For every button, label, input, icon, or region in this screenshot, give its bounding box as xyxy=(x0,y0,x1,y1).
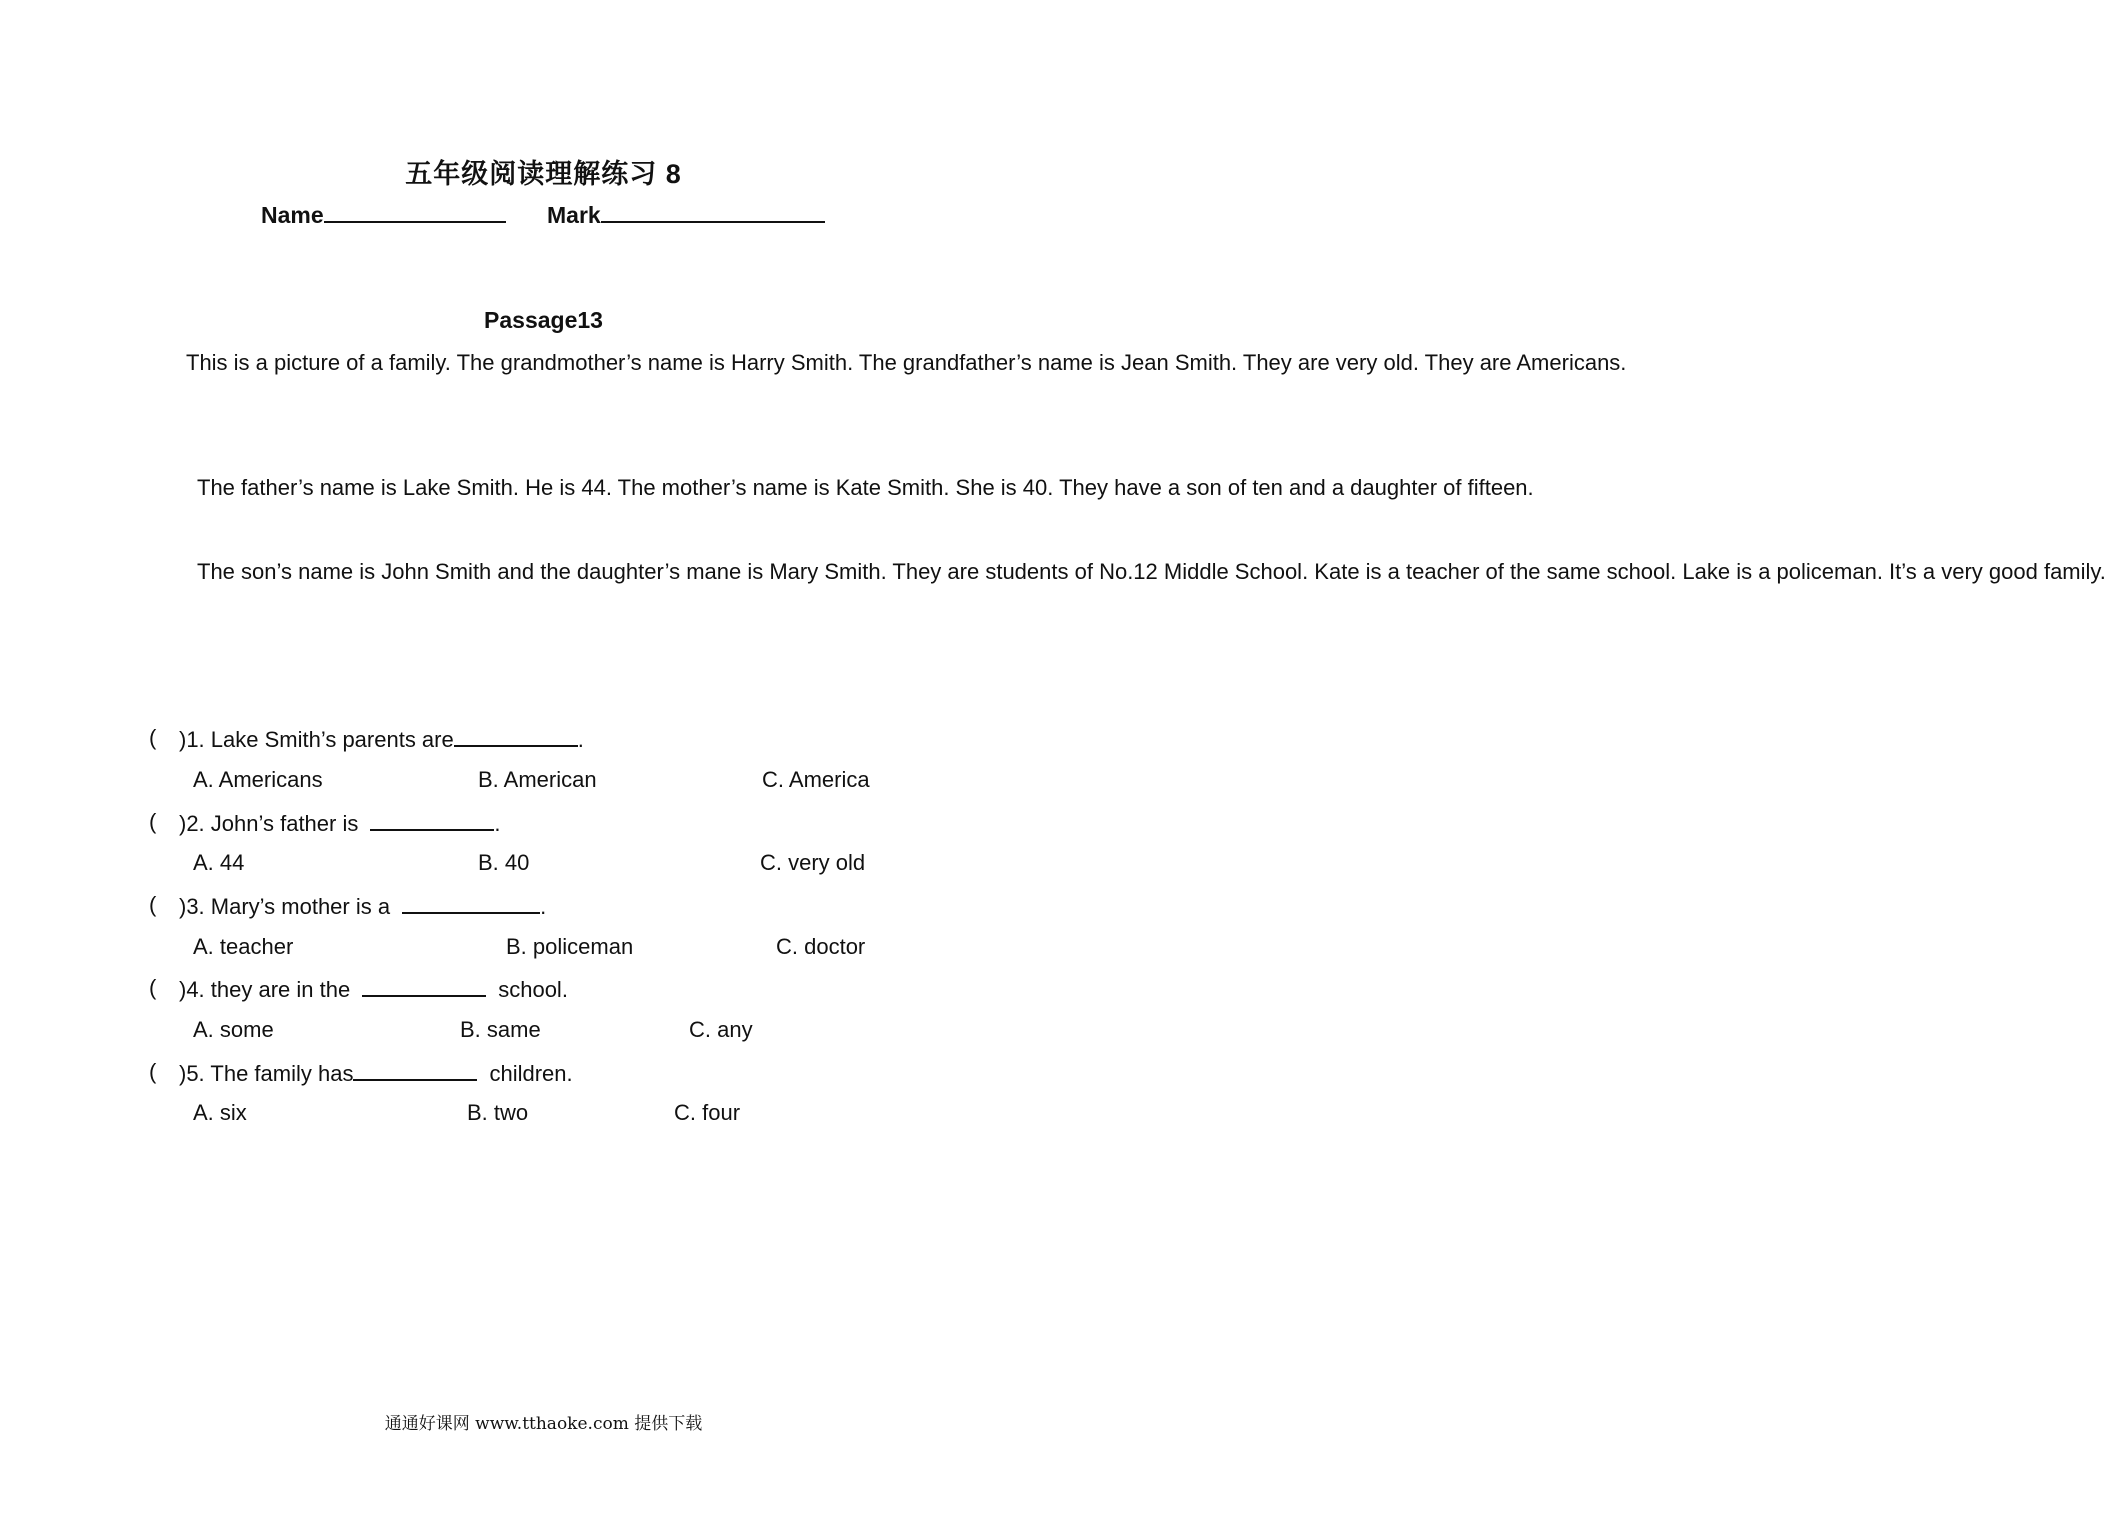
question-4-paren: ( xyxy=(149,975,157,1000)
question-1-paren: ( xyxy=(149,725,157,750)
question-5-blank xyxy=(353,1059,477,1081)
passage-paragraph-1: This is a picture of a family. The grandmother’s name is Harry Smith. The grandfather’s name is Jean Smith. They are very old. They are Americans. xyxy=(186,350,1627,375)
footer-source: 通通好课网 www.tthaoke.com 提供下载 xyxy=(384,1414,703,1434)
worksheet-title: 五年级阅读理解练习 8 xyxy=(405,159,682,189)
question-2-option-b: B. 40 xyxy=(478,850,530,875)
question-4-option-b: B. same xyxy=(460,1017,541,1042)
question-3-text-after: . xyxy=(540,894,547,919)
mark-field xyxy=(547,199,825,229)
question-5-option-c: C. four xyxy=(674,1100,741,1125)
question-3-stem xyxy=(179,892,546,920)
question-3-option-b: B. policeman xyxy=(506,934,634,959)
question-4-option-a: A. some xyxy=(193,1017,274,1042)
name-blank xyxy=(324,199,506,223)
question-4-blank xyxy=(362,975,486,997)
question-2-text-after: . xyxy=(494,811,501,836)
question-2-blank xyxy=(370,809,494,831)
question-1-text-after: . xyxy=(577,727,584,752)
question-5-paren: ( xyxy=(149,1059,157,1084)
question-3-text: )3. Mary’s mother is a xyxy=(179,894,391,919)
question-5-option-b: B. two xyxy=(467,1100,529,1125)
question-1-option-a: A. Americans xyxy=(193,767,323,792)
question-4-option-c: C. any xyxy=(689,1017,753,1042)
question-3-option-c: C. doctor xyxy=(776,934,866,959)
passage-title: Passage13 xyxy=(484,307,603,333)
question-2-paren: ( xyxy=(149,809,157,834)
question-1-stem xyxy=(179,725,584,753)
question-4-stem xyxy=(179,975,568,1003)
question-5-text: )5. The family has xyxy=(179,1061,354,1086)
passage-paragraph-3: The son’s name is John Smith and the daughter’s mane is Mary Smith. They are students of No.12 Middle School. Kate is a teacher of the same school. Lake is a policeman. It’s a very good family. xyxy=(197,559,2106,584)
question-5-option-a: A. six xyxy=(193,1100,247,1125)
mark-label: Mark xyxy=(547,202,601,228)
question-2-option-c: C. very old xyxy=(760,850,866,875)
question-5-stem xyxy=(179,1059,573,1087)
question-1-option-c: C. America xyxy=(762,767,870,792)
mark-blank xyxy=(601,199,825,223)
question-4-text-after: school. xyxy=(498,977,568,1002)
name-field xyxy=(261,199,506,229)
question-1-text: )1. Lake Smith’s parents are xyxy=(179,727,454,752)
question-2-option-a: A. 44 xyxy=(193,850,245,875)
question-1-blank xyxy=(454,725,578,747)
question-4-text: )4. they are in the xyxy=(179,977,351,1002)
passage-paragraph-2: The father’s name is Lake Smith. He is 44. The mother’s name is Kate Smith. She is 40. They have a son of ten and a daughter of fifteen. xyxy=(197,475,1534,500)
question-1-option-b: B. American xyxy=(478,767,597,792)
question-2-stem xyxy=(179,809,500,837)
question-5-text-after: children. xyxy=(489,1061,573,1086)
question-3-option-a: A. teacher xyxy=(193,934,294,959)
question-2-text: )2. John’s father is xyxy=(179,811,359,836)
name-label: Name xyxy=(261,202,324,228)
question-3-blank xyxy=(402,892,540,914)
question-3-paren: ( xyxy=(149,892,157,917)
